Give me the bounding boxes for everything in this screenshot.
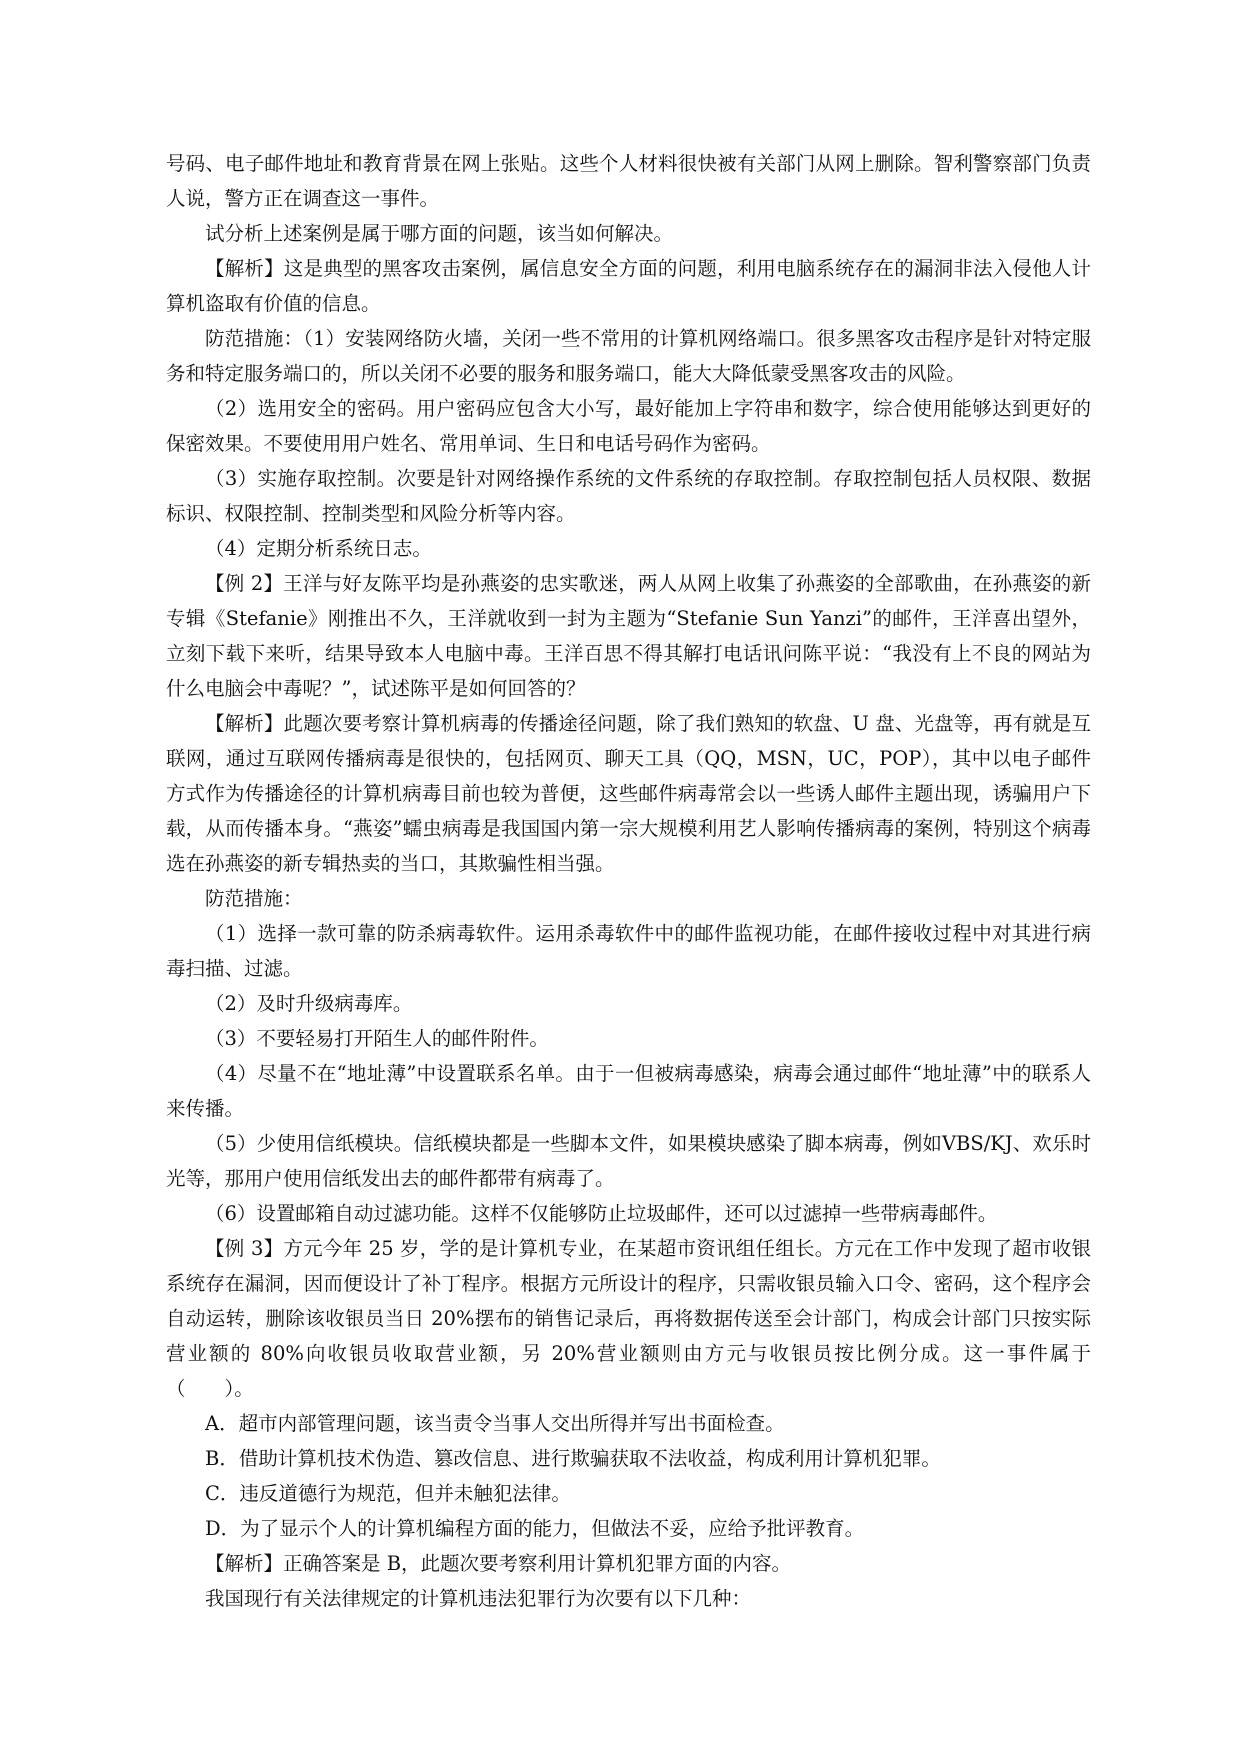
paragraph: 【解析】这是典型的黑客攻击案例，属信息安全方面的问题，利用电脑系统存在的漏洞非法入侵他人计算机盗取有价值的信息。 xyxy=(166,257,1091,315)
paragraph: （4）尽量不在“地址薄”中设置联系名单。由于一但被病毒感染，病毒会通过邮件“地址薄”中的联系人来传播。 xyxy=(166,1062,1091,1120)
paragraph: 号码、电子邮件地址和教育背景在网上张贴。这些个人材料很快被有关部门从网上删除。智利警察部门负责人说，警方正在调查这一事件。 xyxy=(166,152,1091,210)
paragraph: 【解析】正确答案是 B，此题次要考察利用计算机犯罪方面的内容。 xyxy=(205,1552,792,1575)
paragraph: 试分析上述案例是属于哪方面的问题，该当如何解决。 xyxy=(205,222,674,245)
paragraph: （5）少使用信纸模块。信纸模块都是一些脚本文件，如果模块感染了脚本病毒，例如VBS/KJ、欢乐时光等，那用户使用信纸发出去的邮件都带有病毒了。 xyxy=(166,1132,1091,1190)
paragraph: 【例 2】王洋与好友陈平均是孙燕姿的忠实歌迷，两人从网上收集了孙燕姿的全部歌曲，在孙燕姿的新专辑《Stefanie》刚推出不久，王洋就收到一封为主题为“Stefanie Sun Yanzi”的邮件，王洋喜出望外，立刻下载下来听，结果导致本人电脑中毒。王洋百思不得其解打电话讯问陈平说：“我没有上不良的网站为什么电脑会中毒呢？”，试述陈平是如何回答的？ xyxy=(166,572,1091,700)
paragraph: （2）及时升级病毒库。 xyxy=(205,992,413,1015)
paragraph: 【例 3】方元今年 25 岁，学的是计算机专业，在某超市资讯组任组长。方元在工作中发现了超市收银系统存在漏洞，因而便设计了补丁程序。根据方元所设计的程序，只需收银员输入口令、密码，这个程序会自动运转，删除该收银员当日 20%摆布的销售记录后，再将数据传送至会计部门，构成会计部门只按实际营业额的 80%向收银员收取营业额，另 20%营业额则由方元与收银员按比例分成。这一事件属于（ ）。 xyxy=(166,1237,1091,1400)
paragraph: （1）选择一款可靠的防杀病毒软件。运用杀毒软件中的邮件监视功能，在邮件接收过程中对其进行病毒扫描、过滤。 xyxy=(166,922,1091,980)
paragraph: 我国现行有关法律规定的计算机违法犯罪行为次要有以下几种： xyxy=(205,1587,752,1610)
option-d: D．为了显示个人的计算机编程方面的能力，但做法不妥，应给予批评教育。 xyxy=(205,1517,865,1540)
document-body xyxy=(166,146,1091,1616)
paragraph: （4）定期分析系统日志。 xyxy=(205,537,432,560)
option-a: A．超市内部管理问题，该当责令当事人交出所得并写出书面检查。 xyxy=(205,1412,785,1435)
paragraph: （3）实施存取控制。次要是针对网络操作系统的文件系统的存取控制。存取控制包括人员权限、数据标识、权限控制、控制类型和风险分析等内容。 xyxy=(166,467,1091,525)
paragraph: 防范措施：（1）安装网络防火墙，关闭一些不常用的计算机网络端口。很多黑客攻击程序是针对特定服务和特定服务端口的，所以关闭不必要的服务和服务端口，能大大降低蒙受黑客攻击的风险。 xyxy=(166,327,1091,385)
paragraph: 【解析】此题次要考察计算机病毒的传播途径问题，除了我们熟知的软盘、U 盘、光盘等，再有就是互联网，通过互联网传播病毒是很快的，包括网页、聊天工具（QQ，MSN，UC，POP），其中以电子邮件方式作为传播途径的计算机病毒目前也较为普便，这些邮件病毒常会以一些诱人邮件主题出现，诱骗用户下载，从而传播本身。“燕姿”蠕虫病毒是我国国内第一宗大规模利用艺人影响传播病毒的案例，特别这个病毒选在孙燕姿的新专辑热卖的当口，其欺骗性相当强。 xyxy=(166,712,1091,875)
paragraph: （6）设置邮箱自动过滤功能。这样不仅能够防止垃圾邮件，还可以过滤掉一些带病毒邮件。 xyxy=(205,1202,998,1225)
paragraph: （2）选用安全的密码。用户密码应包含大小写，最好能加上字符串和数字，综合使用能够达到更好的保密效果。不要使用用户姓名、常用单词、生日和电话号码作为密码。 xyxy=(166,397,1091,455)
option-b: B．借助计算机技术伪造、篡改信息、进行欺骗获取不法收益，构成利用计算机犯罪。 xyxy=(205,1447,941,1470)
option-c: C．违反道德行为规范，但并未触犯法律。 xyxy=(205,1482,571,1505)
paragraph: 防范措施： xyxy=(205,887,303,910)
paragraph: （3）不要轻易打开陌生人的邮件附件。 xyxy=(205,1027,549,1050)
